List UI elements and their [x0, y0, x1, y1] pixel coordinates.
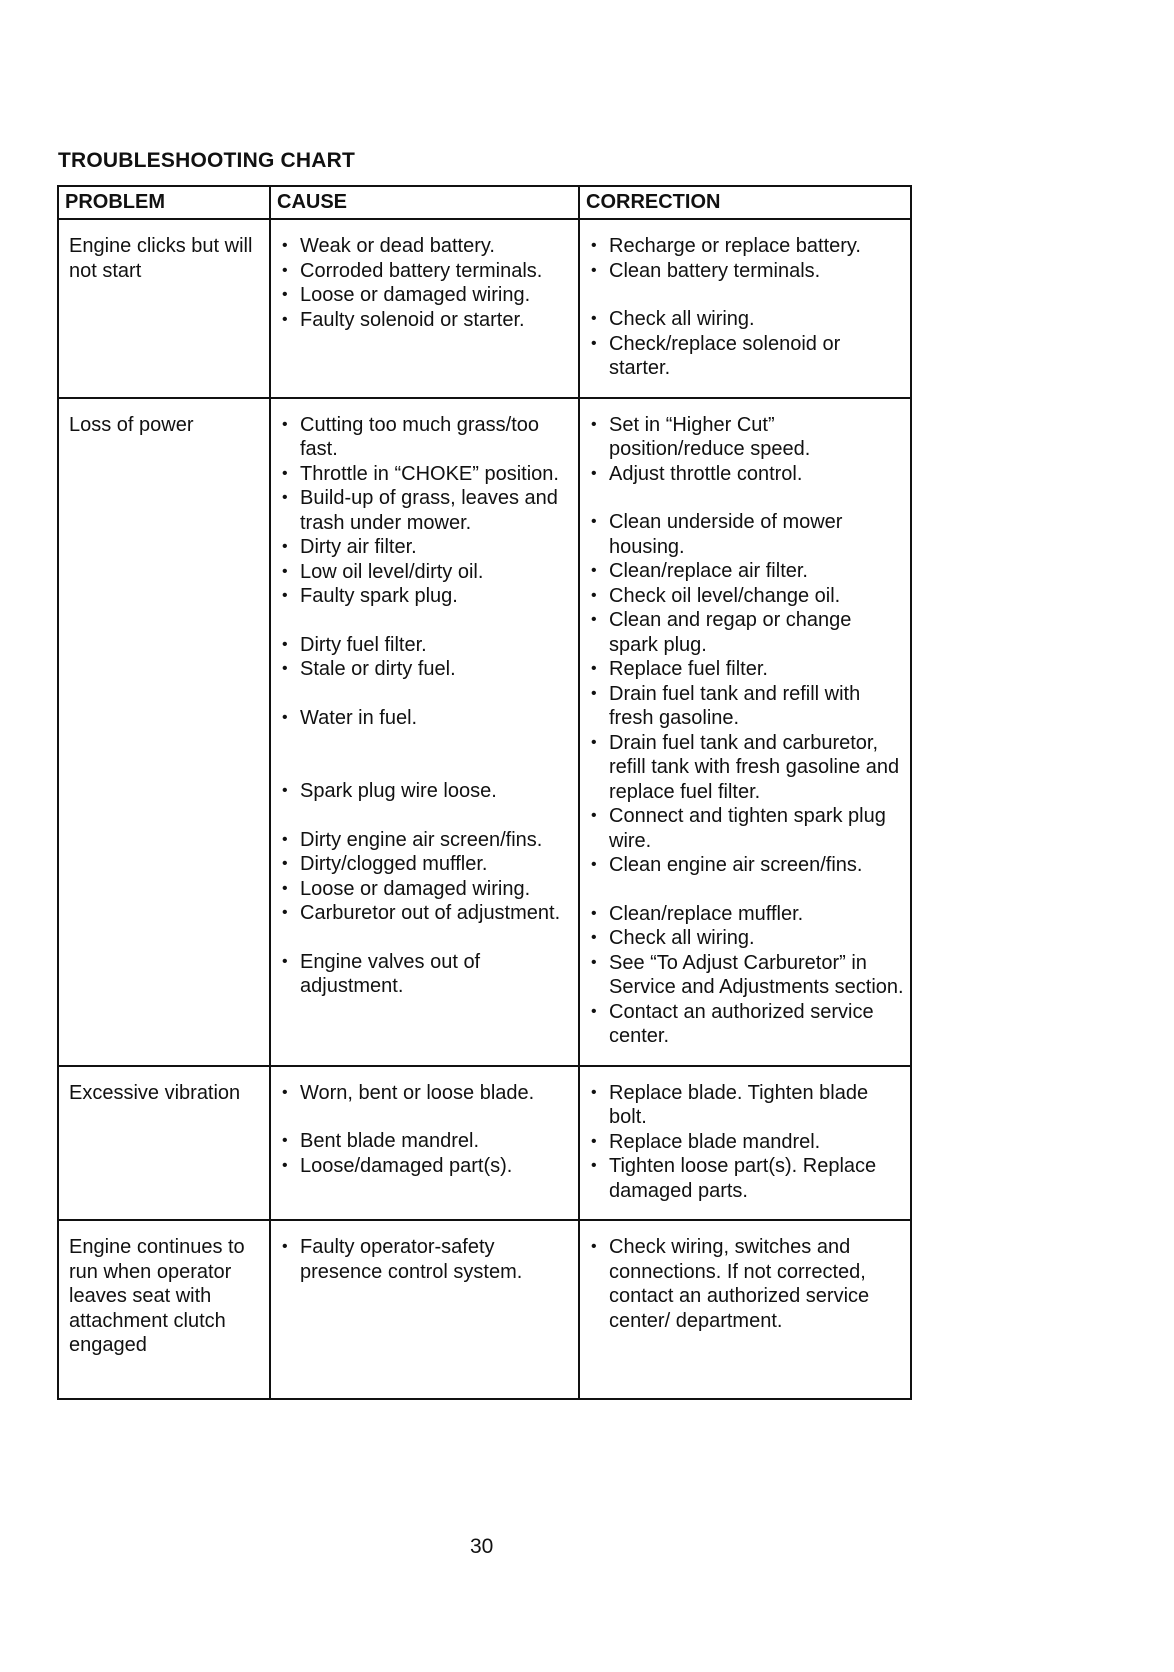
problem-cell — [58, 1220, 270, 1399]
list-item: • Replace fuel filter. — [588, 657, 904, 682]
list-item: • Drain fuel tank and carburetor, refill tank with fresh gasoline and replace fuel filter. — [588, 731, 904, 805]
list-item: • Check/replace solenoid or starter. — [588, 332, 904, 381]
list-item: • Check all wiring. — [588, 926, 904, 951]
list-item: • Loose or damaged wiring. — [279, 283, 572, 308]
list-item: • Build-up of grass, leaves and trash under mower. — [279, 486, 572, 535]
list-item: • Clean battery terminals. — [588, 259, 904, 284]
list-item: • Clean underside of mower housing. — [588, 510, 904, 559]
cause-cell — [270, 1220, 579, 1399]
troubleshooting-table — [57, 185, 912, 1400]
header-problem: PROBLEM — [58, 186, 270, 219]
list-item: • Dirty/clogged muffler. — [279, 852, 572, 877]
cause-list — [279, 234, 572, 332]
list-item: • Worn, bent or loose blade. — [279, 1081, 572, 1106]
list-item: • Carburetor out of adjustment. — [279, 901, 572, 926]
list-item: • Connect and tighten spark plug wire. — [588, 804, 904, 853]
list-item: • Weak or dead battery. — [279, 234, 572, 259]
problem-cell — [58, 1066, 270, 1221]
table-row — [58, 219, 911, 398]
header-cause: CAUSE — [270, 186, 579, 219]
list-item: • Water in fuel. — [279, 706, 572, 731]
list-item: • Loose or damaged wiring. — [279, 877, 572, 902]
list-item: • Contact an authorized service center. — [588, 1000, 904, 1049]
problem-text: Loss of power — [69, 413, 194, 436]
list-item: • Faulty operator-safety presence control system. — [279, 1235, 572, 1284]
cause-cell — [270, 398, 579, 1066]
list-item: • Set in “Higher Cut” position/reduce speed. — [588, 413, 904, 462]
list-item: • Clean/replace muffler. — [588, 902, 904, 927]
list-item: • Replace blade mandrel. — [588, 1130, 904, 1155]
list-item: • Faulty solenoid or starter. — [279, 308, 572, 333]
list-item: • Low oil level/dirty oil. — [279, 560, 572, 585]
header-correction: CORRECTION — [579, 186, 911, 219]
list-item: • Cutting too much grass/too fast. — [279, 413, 572, 462]
page-number: 30 — [470, 1535, 494, 1558]
list-item: • Dirty air filter. — [279, 535, 572, 560]
list-item: • Clean engine air screen/fins. — [588, 853, 904, 878]
list-item: • Bent blade mandrel. — [279, 1129, 572, 1154]
list-item: • Drain fuel tank and refill with fresh gasoline. — [588, 682, 904, 731]
list-item: • Stale or dirty fuel. — [279, 657, 572, 682]
correction-cell — [579, 1066, 911, 1221]
list-item: • Check all wiring. — [588, 307, 904, 332]
problem-text: Excessive vibration — [69, 1081, 241, 1104]
correction-cell — [579, 219, 911, 398]
header-row — [58, 186, 911, 219]
list-item: • Faulty spark plug. — [279, 584, 572, 609]
correction-cell — [579, 1220, 911, 1399]
problem-text: Engine clicks but will not start — [69, 235, 253, 282]
list-item: • Check oil level/change oil. — [588, 584, 904, 609]
list-item: • Throttle in “CHOKE” position. — [279, 462, 572, 487]
list-item: • Spark plug wire loose. — [279, 779, 572, 804]
correction-cell — [579, 398, 911, 1066]
list-item: • Corroded battery terminals. — [279, 259, 572, 284]
problem-cell — [58, 398, 270, 1066]
list-item: • Dirty fuel filter. — [279, 633, 572, 658]
cause-cell — [270, 219, 579, 398]
list-item: • Clean/replace air filter. — [588, 559, 904, 584]
problem-cell — [58, 219, 270, 398]
cause-list — [279, 1235, 572, 1284]
table-row — [58, 1220, 911, 1399]
correction-list — [588, 413, 904, 1049]
list-item: • Recharge or replace battery. — [588, 234, 904, 259]
cause-list — [279, 413, 572, 999]
list-item: • Engine valves out of adjustment. — [279, 950, 572, 999]
list-item: • Adjust throttle control. — [588, 462, 904, 487]
problem-text: Engine continues to run when operator leaves seat with attachment clutch engaged — [69, 1236, 245, 1356]
list-item: • Clean and regap or change spark plug. — [588, 608, 904, 657]
table-row — [58, 1066, 911, 1221]
list-item: • Loose/damaged part(s). — [279, 1154, 572, 1179]
list-item: • Tighten loose part(s). Replace damaged parts. — [588, 1154, 904, 1203]
list-item: • See “To Adjust Carburetor” in Service and Adjustments section. — [588, 951, 904, 1000]
chart-title: TROUBLESHOOTING CHART — [58, 149, 356, 172]
correction-list — [588, 1081, 904, 1204]
correction-list — [588, 1235, 904, 1333]
list-item: • Replace blade. Tighten blade bolt. — [588, 1081, 904, 1130]
table-row — [58, 398, 911, 1066]
list-item: • Check wiring, switches and connections. If not corrected, contact an authorized service center/ department. — [588, 1235, 904, 1333]
correction-list — [588, 234, 904, 381]
cause-list — [279, 1081, 572, 1179]
cause-cell — [270, 1066, 579, 1221]
list-item: • Dirty engine air screen/fins. — [279, 828, 572, 853]
